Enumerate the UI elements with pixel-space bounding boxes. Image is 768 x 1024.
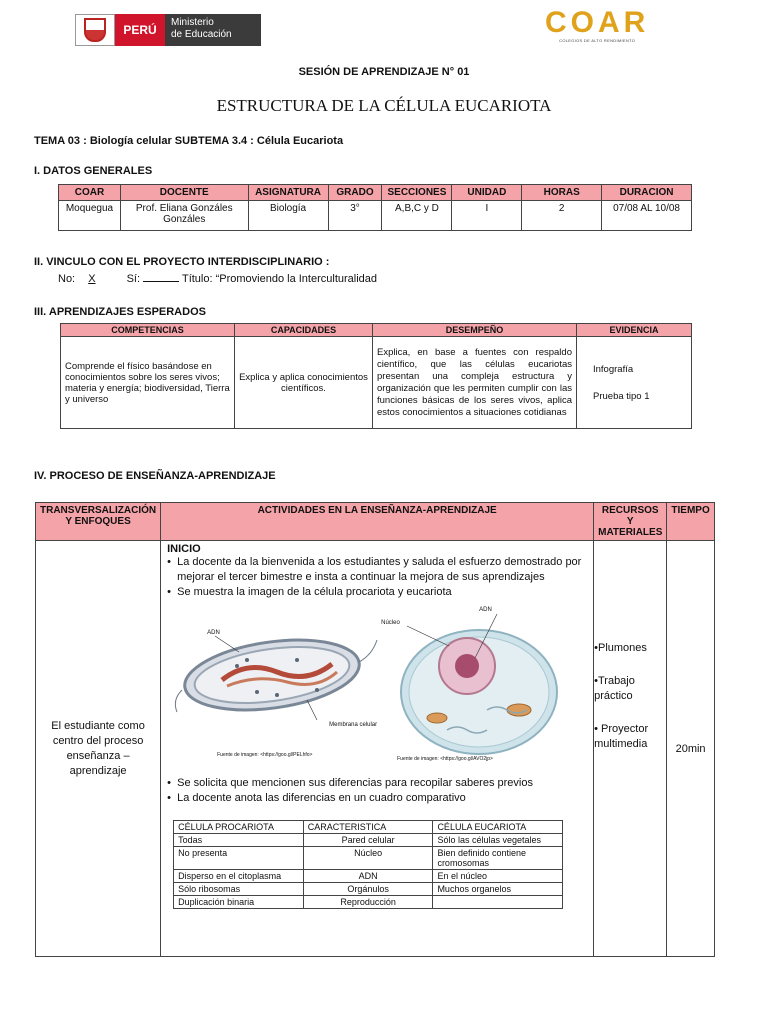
- actividades-cell: [161, 541, 594, 957]
- comparativo-cell: Muchos organelos: [433, 883, 563, 896]
- prokaryote-cell-icon: [175, 630, 377, 720]
- proceso-header-3: TIEMPO: [667, 503, 714, 541]
- datos-header-0: COAR: [59, 185, 121, 201]
- cell-illustration-icon: [167, 600, 587, 776]
- comparativo-cell: Duplicación binaria: [174, 896, 304, 909]
- comparativo-cell: Sólo ribosomas: [174, 883, 304, 896]
- page-header: [0, 8, 768, 52]
- section-vinculo: II. VINCULO CON EL PROYECTO INTERDISCIPLINARIO :: [34, 256, 330, 268]
- datos-header-3: GRADO: [328, 185, 382, 201]
- comparativo-row: [174, 896, 563, 909]
- tiempo-cell: 20min: [667, 541, 714, 957]
- session-title: SESIÓN DE APRENDIZAJE N° 01: [298, 66, 470, 78]
- vinculo-titulo: Título: “Promoviendo la Interculturalidad: [181, 273, 378, 285]
- datos-header-2: ASIGNATURA: [248, 185, 328, 201]
- transversal-cell: El estudiante como centro del proceso enseñanza – aprendizaje: [36, 541, 161, 957]
- datos-header-6: HORAS: [522, 185, 602, 201]
- eukaryote-cell-icon: [401, 614, 557, 754]
- comparativo-cell: [433, 896, 563, 909]
- vinculo-line: No: X Sí: Título: “Promoviendo la Interculturalidad: [58, 273, 378, 285]
- saberes-bullet: • La docente anota las diferencias en un cuadro comparativo: [167, 791, 587, 806]
- aprendizajes-header-2: DESEMPEÑO: [373, 324, 577, 337]
- comparativo-cell: Bien definido contiene cromosomas: [433, 847, 563, 870]
- datos-header-7: DURACION: [602, 185, 692, 201]
- label-nucleo: Núcleo: [381, 620, 400, 626]
- datos-cell-1: Prof. Eliana Gonzáles Gonzáles: [120, 201, 248, 231]
- comparativo-row: [174, 847, 563, 870]
- label-fuente-right: Fuente de imagen: <https://goo.gl/AVO2jp>: [397, 756, 493, 762]
- comparativo-cell: En el núcleo: [433, 870, 563, 883]
- comparativo-row: [174, 834, 563, 847]
- recurso-item: •Plumones: [594, 642, 647, 654]
- main-title: ESTRUCTURA DE LA CÉLULA EUCARIOTA: [216, 96, 552, 115]
- comparativo-cell: Reproducción: [303, 896, 433, 909]
- datos-cell-2: Biología: [248, 201, 328, 231]
- peru-shield-icon: [75, 14, 115, 46]
- aprendizajes-header-3: EVIDENCIA: [577, 324, 692, 337]
- section-datos-generales: I. DATOS GENERALES: [34, 165, 153, 177]
- datos-generales-table: [58, 184, 692, 231]
- proceso-header-2: RECURSOS Y MATERIALES: [594, 503, 667, 541]
- section-aprendizajes: III. APRENDIZAJES ESPERADOS: [34, 306, 206, 318]
- comparativo-row: [174, 870, 563, 883]
- recurso-item: •Trabajo práctico: [594, 675, 635, 702]
- desempeno-cell: Explica, en base a fuentes con respaldo científico, que las células eucariotas presentan una compleja estructura y organización que les permiten cumplir con las funciones básicas de los seres vivos, aplica estos conocimientos a situaciones cotidianas: [373, 337, 577, 429]
- comparativo-header-1: CARACTERISTICA: [303, 821, 433, 834]
- comparativo-cell: No presenta: [174, 847, 304, 870]
- competencia-cell: Comprende el físico basándose en conocimientos sobre los seres vivos; materia y energía; biodiversidad, Tierra y universo: [61, 337, 235, 429]
- datos-header-1: DOCENTE: [120, 185, 248, 201]
- datos-cell-6: 2: [522, 201, 602, 231]
- comparativo-cell: ADN: [303, 870, 433, 883]
- peru-label: PERÚ: [115, 14, 165, 46]
- comparativo-cell: Núcleo: [303, 847, 433, 870]
- inicio-bullet: • Se muestra la imagen de la célula procariota y eucariota: [167, 585, 587, 600]
- datos-cell-3: 3°: [328, 201, 382, 231]
- label-fuente-left: Fuente de imagen: <https://goo.gl/PELhfo>: [217, 752, 313, 758]
- aprendizajes-header-0: COMPETENCIAS: [61, 324, 235, 337]
- comparativo-header-2: CÉLULA EUCARIOTA: [433, 821, 563, 834]
- label-membrana: Membrana celular: [329, 722, 378, 728]
- comparativo-cell: Sólo las células vegetales: [433, 834, 563, 847]
- label-adn-right: ADN: [479, 607, 492, 613]
- aprendizajes-header-1: CAPACIDADES: [235, 324, 373, 337]
- proceso-header-0: TRANSVERSALIZACIÓN Y ENFOQUES: [36, 503, 161, 541]
- comparativo-cell: Pared celular: [303, 834, 433, 847]
- comparativo-cell: Disperso en el citoplasma: [174, 870, 304, 883]
- saberes-bullet: • Se solicita que mencionen sus diferencias para recopilar saberes previos: [167, 776, 587, 791]
- minedu-logo: [75, 14, 261, 46]
- evidencia-cell: Infografía Prueba tipo 1: [577, 337, 692, 429]
- inicio-bullet: • La docente da la bienvenida a los estudiantes y saluda el esfuerzo demostrado por mejorar el tercer bimestre e insta a continuar la mejora de sus aprendizajes: [167, 555, 587, 585]
- comparativo-row: [174, 883, 563, 896]
- comparativo-cell: Todas: [174, 834, 304, 847]
- datos-cell-4: A,B,C y D: [382, 201, 452, 231]
- comparativo-table: [173, 820, 563, 909]
- inicio-bullets: [167, 555, 587, 600]
- coar-logo: COAR COLEGIOS DE ALTO RENDIMIENTO: [545, 6, 650, 43]
- datos-cell-5: I: [452, 201, 522, 231]
- cell-illustrations: [167, 600, 587, 776]
- ministry-label: Ministerio de Educación: [165, 14, 261, 46]
- aprendizajes-table: [60, 323, 692, 429]
- comparativo-cell: Orgánulos: [303, 883, 433, 896]
- saberes-bullets: [167, 776, 587, 806]
- proceso-table: [35, 502, 715, 957]
- datos-cell-0: Moquegua: [59, 201, 121, 231]
- label-adn-left: ADN: [207, 630, 220, 636]
- inicio-label: INICIO: [167, 543, 201, 555]
- datos-header-5: UNIDAD: [452, 185, 522, 201]
- tema-line: TEMA 03 : Biología celular SUBTEMA 3.4 : Célula Eucariota: [34, 135, 344, 147]
- capacidad-cell: Explica y aplica conocimientos científicos.: [235, 337, 373, 429]
- datos-header-4: SECCIONES: [382, 185, 452, 201]
- section-proceso: IV. PROCESO DE ENSEÑANZA-APRENDIZAJE: [34, 470, 276, 482]
- vinculo-no-value: X: [88, 273, 96, 285]
- proceso-header-1: ACTIVIDADES EN LA ENSEÑANZA-APRENDIZAJE: [161, 503, 594, 541]
- recursos-cell: [594, 541, 667, 957]
- recurso-item: • Proyector multimedia: [594, 723, 649, 750]
- comparativo-header-0: CÉLULA PROCARIOTA: [174, 821, 304, 834]
- datos-cell-7: 07/08 AL 10/08: [602, 201, 692, 231]
